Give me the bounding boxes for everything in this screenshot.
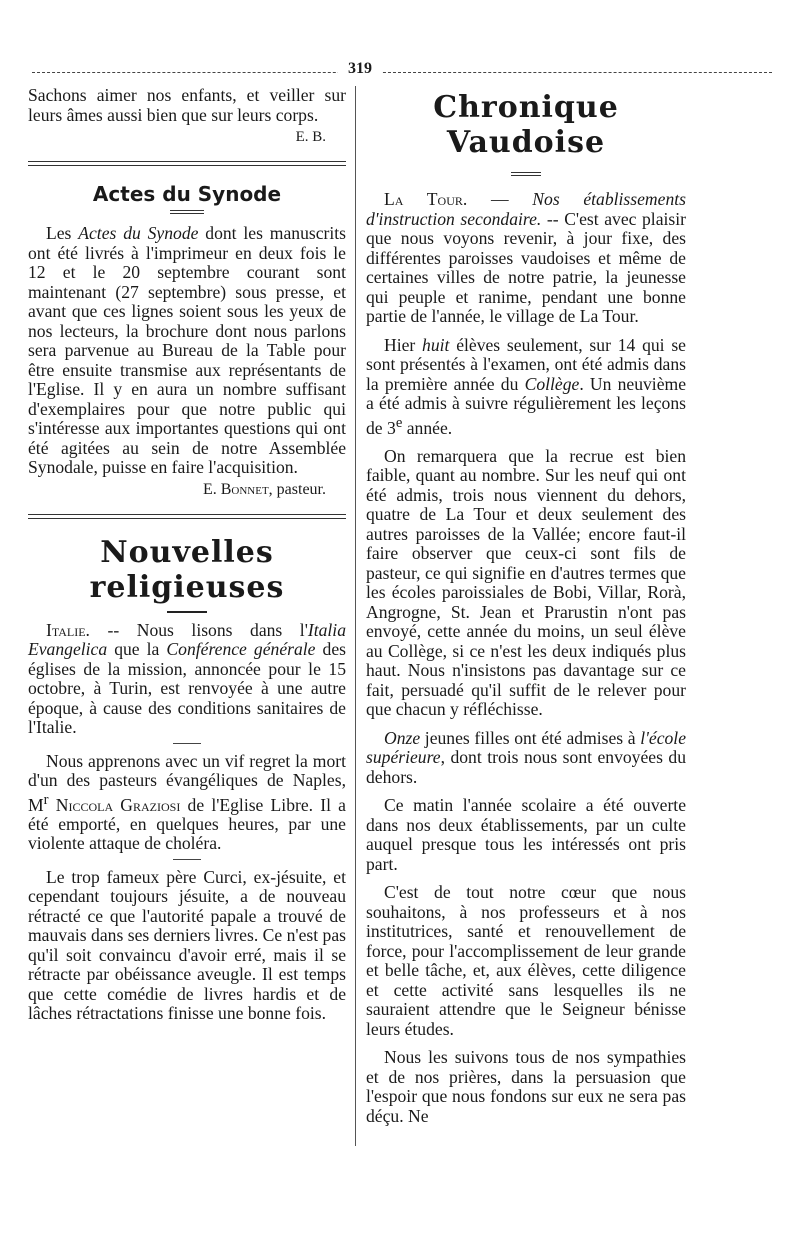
actes-title: Actes du Synode xyxy=(92,182,282,206)
title-ornament xyxy=(167,611,207,613)
header-rule xyxy=(32,72,772,73)
chronique-paragraph-college: Hier huit élèves seulement, sur 14 qui se sont présentés à l'examen, ont été admis dans la première année du Collège. Un neuvième a été admis à suivre régulièrement les leçons de 3e année. xyxy=(366,334,686,438)
chronique-paragraph-recrue: On remarquera que la recrue est bien faible, quant au nombre. Sur les neuf qui ont été admis, trois nous viennent du dehors, quatre de La Tour et deux seulement des autres paroisses de la Vallée; encore faut-il faire observer que ceux-ci sont fils de pasteur, ce qui signifie en d'autres termes que les écoles paroissiales de Bobi, Villar, Rorà, Angrogne, St. Jean et Prarustin n'ont pas envoyé, cette année du moins, un seul élève au Collège, si ce n'est les deux indiqués plus haut. Nous n'insistons pas davantage sur ce fait, persuadé qu'il suffit de le relever pour que chacun y réfléchisse. xyxy=(366,445,686,720)
chronique-paragraph-annee: Ce matin l'année scolaire a été ouverte dans nos deux établissements, par un culte auquel presque tous les intéressés ont pris part. xyxy=(366,795,686,874)
section-rule xyxy=(28,514,346,519)
nouvelles-paragraph-italie: Italie. -- Nous lisons dans l'Italia Evangelica que la Conférence générale des églises de la mission, annoncée pour le 15 octobre, à Turin, est renvoyée à une autre époque, à cause des conditions sanitaires de l'Italie. xyxy=(28,619,346,737)
right-column xyxy=(366,86,686,1126)
section-rule xyxy=(28,161,346,166)
intro-closing-paragraph: Sachons aimer nos enfants, et veiller sur leurs âmes aussi bien que sur leurs corps. xyxy=(28,85,346,125)
nouvelles-paragraph-curci: Le trop fameux père Curci, ex-jésuite, et cependant toujours jésuite, a de nouveau rétracté ce que l'autorité papale a trouvé de mauvais dans ses derniers livres. Ce n'est pas qu'il soit convaincu d'avoir erré, mais il se rétracte par obéissance aveugle. Il est temps que cette comédie de livres hardis et de lâches rétractations finisse une bonne fois. xyxy=(28,866,346,1024)
title-ornament xyxy=(170,210,204,214)
title-ornament xyxy=(511,172,541,176)
nouvelles-paragraph-naples: Nous apprenons avec un vif regret la mort d'un des pasteurs évangéliques de Naples, $M^r$ Niccola Graziosi de l'Eglise Libre. Il a été emporté, en quelques heures, par une violente attaque de choléra. xyxy=(28,750,346,854)
page-number: 319 xyxy=(338,60,382,78)
actes-signature: E. Bonnet, pasteur. xyxy=(202,480,326,498)
nouvelles-title: Nouvelles religieuses xyxy=(89,534,285,605)
intro-signature: E. B. xyxy=(295,129,326,145)
chronique-paragraph-intro: La Tour. — Nos établissements d'instruction secondaire. -- C'est avec plaisir que nous voyons revenir, à jour fixe, des différentes paroisses vaudoises et même de certaines villes de notre patrie, la jeunesse qui peuple et ranime, pendant une bonne partie de l'année, le village de La Tour. xyxy=(366,189,686,326)
column-divider xyxy=(355,86,356,1146)
chronique-paragraph-souhaits: C'est de tout notre cœur que nous souhaitons, à nos professeurs et à nos institutrices, santé et renouvellement de force, pour l'accomplissement de leur grande et belle tâche, et, aux élèves, cette diligence et cette activité sans lesquelles ils ne sauraient attendre que le Seigneur bénisse leurs études. xyxy=(366,882,686,1039)
chronique-paragraph-sympathies: Nous les suivons tous de nos sympathies et de nos prières, dans la persuasion que l'espoir que nous fondons sur eux ne sera pas déçu. Ne xyxy=(366,1047,686,1126)
chronique-paragraph-filles: Onze jeunes filles ont été admises à l'école supérieure, dont trois nous sont envoyées du dehors. xyxy=(366,727,686,787)
chronique-title: Chronique Vaudoise xyxy=(433,90,619,160)
actes-paragraph: Les Actes du Synode dont les manuscrits ont été livrés à l'imprimeur en deux fois le 12 et le 20 septembre courant sont maintenant (27 septembre) sous presse, et avant que ces lignes soient sous les yeux de nos lecteurs, la brochure dont nous parlons sera parvenue au Bureau de la Table pour être ensuite transmise aux représentants de l'Eglise. Il y en aura un nombre suffisant d'exemplaires pour que notre public qui s'intéresse aux importantes questions qui ont été agitées au sein de notre Assemblée Synodale, puisse en faire l'acquisition. xyxy=(28,223,347,477)
item-separator xyxy=(173,743,201,744)
left-column xyxy=(28,86,346,1024)
item-separator xyxy=(173,859,201,860)
